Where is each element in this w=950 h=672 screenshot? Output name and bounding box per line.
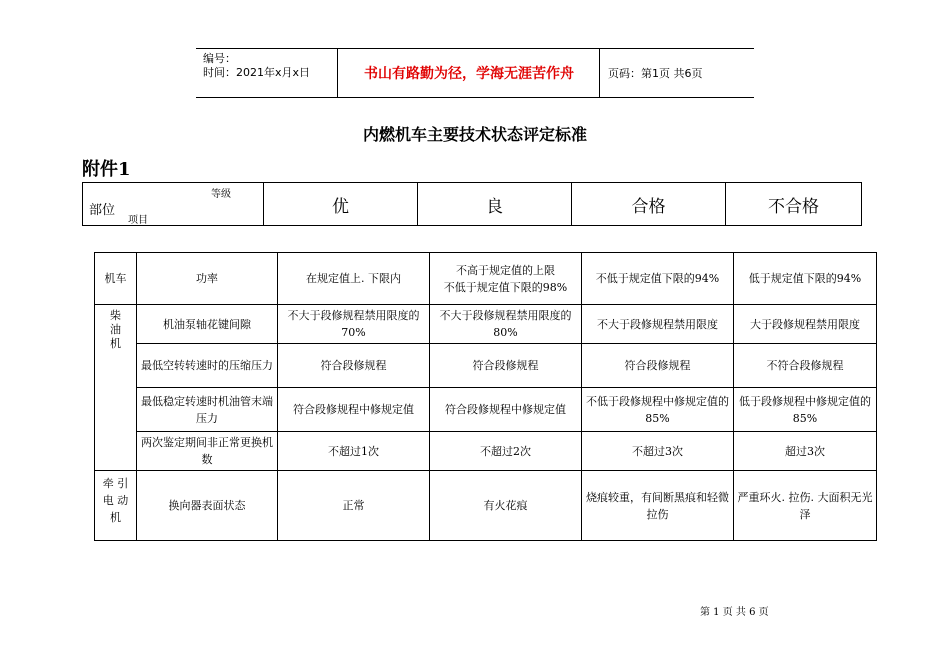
value-cell: 不符合段修规程 [734,344,877,388]
value-cell: 低于段修规程中修规定值的85% [734,388,877,432]
header-meta-cell [196,49,338,97]
value-cell: 不大于段修规程禁用限度的70% [278,305,430,344]
grade-excellent: 优 [263,183,417,225]
header-motto-cell [338,49,600,97]
value-cell: 低于规定值下限的94% [734,253,877,305]
part-cell-motor: 牵 引 电 动 机 [95,471,137,541]
time-label: 时间：2021年x月x日 [203,66,311,79]
value-cell: 不大于段修规程禁用限度的80% [430,305,582,344]
value-cell: 不低于规定值下限的94% [582,253,734,305]
page-footer: 第 1 页 共 6 页 [700,607,769,618]
value-cell: 不大于段修规程禁用限度 [582,305,734,344]
value-cell: 符合段修规程 [278,344,430,388]
document-header [196,48,754,98]
grade-pass: 合格 [571,183,725,225]
grade-header-table [82,182,862,226]
number-label: 编号： [203,52,236,65]
item-cell: 功率 [137,253,278,305]
value-cell: 符合段修规程 [430,344,582,388]
table-row [95,432,877,471]
table-row [95,344,877,388]
table-row [95,305,877,344]
diagonal-header-cell [83,183,263,225]
value-cell: 不超过2次 [430,432,582,471]
item-cell: 两次鉴定期间非正常更换机数 [137,432,278,471]
value-cell: 超过3次 [734,432,877,471]
table-row [95,471,877,541]
item-cell: 最低稳定转速时机油管末端压力 [137,388,278,432]
grade-good: 良 [417,183,571,225]
value-cell: 有火花痕 [430,471,582,541]
grade-fail: 不合格 [725,183,861,225]
item-cell: 机油泵轴花键间隙 [137,305,278,344]
part-cell-diesel: 柴 油 机 [95,305,137,471]
standards-table [94,252,877,541]
value-cell: 符合段修规程 [582,344,734,388]
motto-text: 书山有路勤为径，学海无涯苦作舟 [364,66,574,82]
value-cell: 不低于段修规程中修规定值的85% [582,388,734,432]
value-cell: 不超过1次 [278,432,430,471]
table-row [95,388,877,432]
item-cell: 换向器表面状态 [137,471,278,541]
attachment-label: 附件1 [82,159,131,180]
part-label: 部位 [89,203,116,218]
value-cell: 严重环火. 拉伤. 大面积无光泽 [734,471,877,541]
value-cell: 符合段修规程中修规定值 [278,388,430,432]
value-cell: 不超过3次 [582,432,734,471]
item-label: 项目 [128,215,148,226]
value-cell: 不高于规定值的上限 不低于规定值下限的98% [430,253,582,305]
part-cell: 机车 [95,253,137,305]
value-cell: 在规定值上. 下限内 [278,253,430,305]
page-info: 页码：第1页 共6页 [608,67,703,80]
value-cell: 符合段修规程中修规定值 [430,388,582,432]
document-title: 内燃机车主要技术状态评定标准 [362,125,587,144]
value-cell: 大于段修规程禁用限度 [734,305,877,344]
value-cell: 烧痕较重，有间断黑痕和轻微拉伤 [582,471,734,541]
grade-label: 等级 [211,189,231,200]
table-row [95,253,877,305]
item-cell: 最低空转转速时的压缩压力 [137,344,278,388]
value-cell: 正常 [278,471,430,541]
